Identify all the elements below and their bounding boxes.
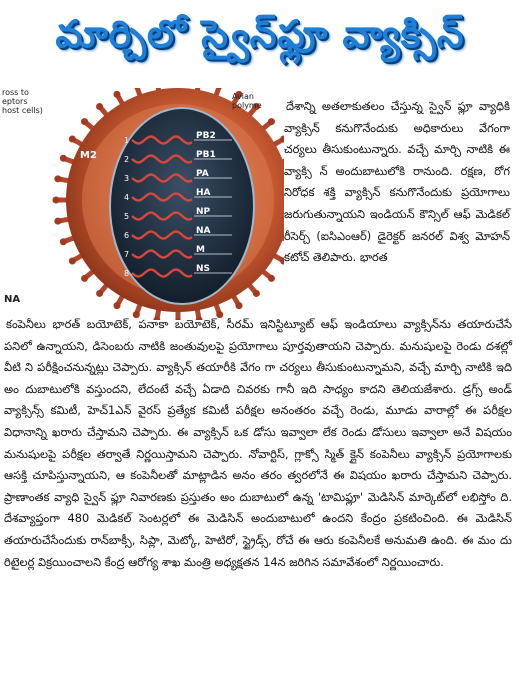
spike-head — [60, 238, 67, 245]
segment-name: PB1 — [196, 150, 216, 160]
segment-name: NA — [196, 226, 211, 236]
spike-head — [268, 275, 275, 282]
spike-head — [53, 197, 60, 204]
segment-number: 4 — [124, 193, 130, 202]
spike-head — [81, 118, 88, 125]
spike-head — [114, 302, 121, 309]
segment-number: 2 — [124, 155, 130, 164]
spike-head — [268, 118, 275, 125]
segment-name: M — [196, 245, 205, 255]
spike-head — [69, 258, 76, 265]
article-body — [4, 314, 512, 573]
segment-number: 7 — [124, 250, 130, 259]
spike-head — [96, 290, 103, 297]
receptor-label: ross to eptors host cells) — [2, 88, 43, 115]
na-label: NA — [4, 294, 21, 305]
virus-diagram — [0, 88, 284, 320]
segment-number: 8 — [124, 269, 130, 278]
headline-text: మార్చిలో స్వైన్‌ఫ్లూ వ్యాక్సిన్ — [55, 12, 465, 56]
spike-head — [253, 290, 260, 297]
segment-name: NP — [196, 207, 211, 217]
segment-number: 5 — [124, 212, 130, 221]
spike-head — [236, 302, 243, 309]
segment-number: 3 — [124, 174, 130, 183]
article-paragraph-main: కంపెనీలు భారత్ బయోటెక్, పనాకా బయోటెక్, సీరమ్ ఇనిస్టిట్యూట్ ఆఫ్ ఇండియాలు వ్యాక్సిన్‌ను తయారుచేసే పనిలో ఉన్నాయని, డిసెంబరు నాటికి జంతువులపై ప్రయోగాలు పూర్తవుతాయని చెప్పారు. మనుషులపై రెండు దశల్లో వీటి ని పరీక్షించనున్నట్లు చెప్పారు. వ్యాక్సిన్ తయారీకి వేగం గా చర్యలు తీసుకుంటున్నామని, వచ్చే మార్చి నాటికి ఇది అం దుబాటులోకి వస్తుందని, లేదంటే వచ్చే ఏడాది చివరకు గానీ ఇది సాధ్యం కాదని తెలియజేశారు. డ్రగ్స్ అండ్ వ్యాక్సిన్స్ కమిటీ, హెచ్1ఎన్ వైరస్ ప్రత్యేక కమిటీ పరీక్షల అనంతరం వచ్చే రెండు, మూడు వారాల్లో ఈ పరీక్షల విధానాన్ని ఖరారు చేస్తామని చెప్పారు. ఈ వ్యాక్సిన్ ఒక డోసు ఇవ్వాలా లేక రెండు డోసులు ఇవ్వాలా అనే విషయం మనుషులపై పరీక్షల తర్వాతే నిర్ణయిస్తామని చెప్పారు. నోవార్టిస్, గ్లాక్సో స్మిత్ క్లైన్ కంపెనీలు వ్యాక్సిన్ ప్రయోగాలకు ఆసక్తి చూపిస్తున్నాయని, ఆ కంపెనీలతో మాట్లాడిన అనం తరం త్వరలోనే ఈ విషయం ఖరారు చేస్తామని చెప్పారు. ప్రాణాంతక వ్యాధి స్వైన్ ఫ్లూ నివారణకు ప్రస్తుతం అం దుబాటులో ఉన్న 'టామిఫ్లూ' మెడిసిన్ మార్కెట్‌లో లభిస్తోం ది. దేశవ్యాప్తంగా 480 మెడికల్ సెంటర్లలో ఈ మెడిసిన్ అందుబాటులో ఉందని కేంద్రం ప్రకటించింది. ఈ మెడిసిన్ తయారుచేసేందుకు రాన్‌బాక్సీ, సిప్లా, మెట్కో, హెటిరో, స్ట్రైడ్స్, రోచే ఈ ఆరు కంపెనీలకే అనుమతి ఉంది. ఈ మం దు రిటైలర్ల విక్రయించాలని కేంద్ర ఆరోగ్య శాఖ మంత్రి అధ్యక్షతన 14న జరిగిన సమావేశంలో నిర్ణయించారు. — [4, 317, 512, 569]
article-paragraph-intro: దేశాన్ని అతలాకుతలం చేస్తున్న స్వైన్ ఫ్లూ వ్యాధికి వ్యాక్సిన్ కనుగొనేందుకు అధికారులు వేగంగా చర్యలు తీసుకుంటున్నారు. వచ్చే మార్చి నాటికి ఈ వ్యాక్సి న్ అందుబాటులోకి రానుంది. రక్షణ, రోగ నిరోధక శక్తి వ్యాక్సిన్ కనుగొనేందుకు ప్రయోగాలు జరుగుతున్నాయని ఇండియన్ కౌన్సిల్ ఆఫ్ మెడికల్ రీసెర్చ్ (ఐసిఎంఆర్) డైరెక్టర్ జనరల్ విశ్వ మోహన్ కటోచ్ తెలిపారు. భారత — [284, 99, 510, 265]
spike-head — [54, 175, 61, 182]
spike-head — [96, 103, 103, 110]
m2-label: M2 — [80, 150, 97, 161]
segment-name: PB2 — [196, 131, 216, 141]
spike-head — [114, 91, 121, 98]
segment-number: 1 — [124, 136, 130, 145]
article-right-column — [284, 96, 510, 269]
segment-number: 6 — [124, 231, 130, 240]
spike-head — [54, 218, 61, 225]
segment-name: NS — [196, 264, 211, 274]
virus-illustration — [0, 88, 284, 320]
virus-core — [110, 108, 254, 304]
avian-label: Avian polyme — [232, 92, 262, 110]
spike-head — [81, 275, 88, 282]
segment-name: HA — [196, 188, 211, 198]
headline — [0, 0, 520, 78]
segment-name: PA — [196, 169, 209, 179]
